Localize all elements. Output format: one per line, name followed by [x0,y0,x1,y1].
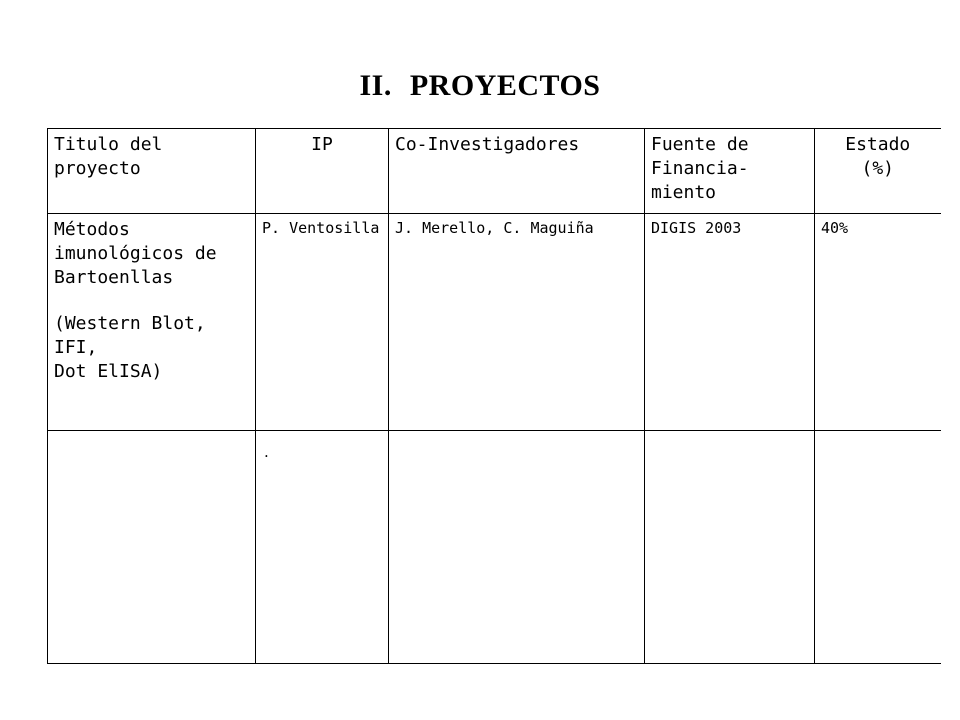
cell-project-title [48,431,256,664]
projects-table [47,128,941,664]
table-header-row [48,129,941,214]
header-co-investigators: Co-Investigadores [389,129,645,214]
page-title [0,68,960,104]
cell-project-title: Métodos imunológicos de Bartoenllas (Western Blot, IFI, Dot ElISA) [48,214,256,431]
cell-status: 40% [815,214,941,431]
header-funding-source: Fuente de Financia- miento [645,129,815,214]
table-row [48,431,941,664]
cell-ip: . [256,431,389,664]
cell-ip: P. Ventosilla [256,214,389,431]
cell-funding-source: DIGIS 2003 [645,214,815,431]
cell-status [815,431,941,664]
cell-co-investigators [389,431,645,664]
cell-funding-source [645,431,815,664]
table-row [48,214,941,431]
header-ip: IP [256,129,389,214]
header-title: Titulo del proyecto [48,129,256,214]
header-status: Estado (%) [815,129,941,214]
cell-co-investigators: J. Merello, C. Maguiña [389,214,645,431]
section-title: PROYECTOS [409,69,601,102]
section-number: II. [359,69,392,102]
